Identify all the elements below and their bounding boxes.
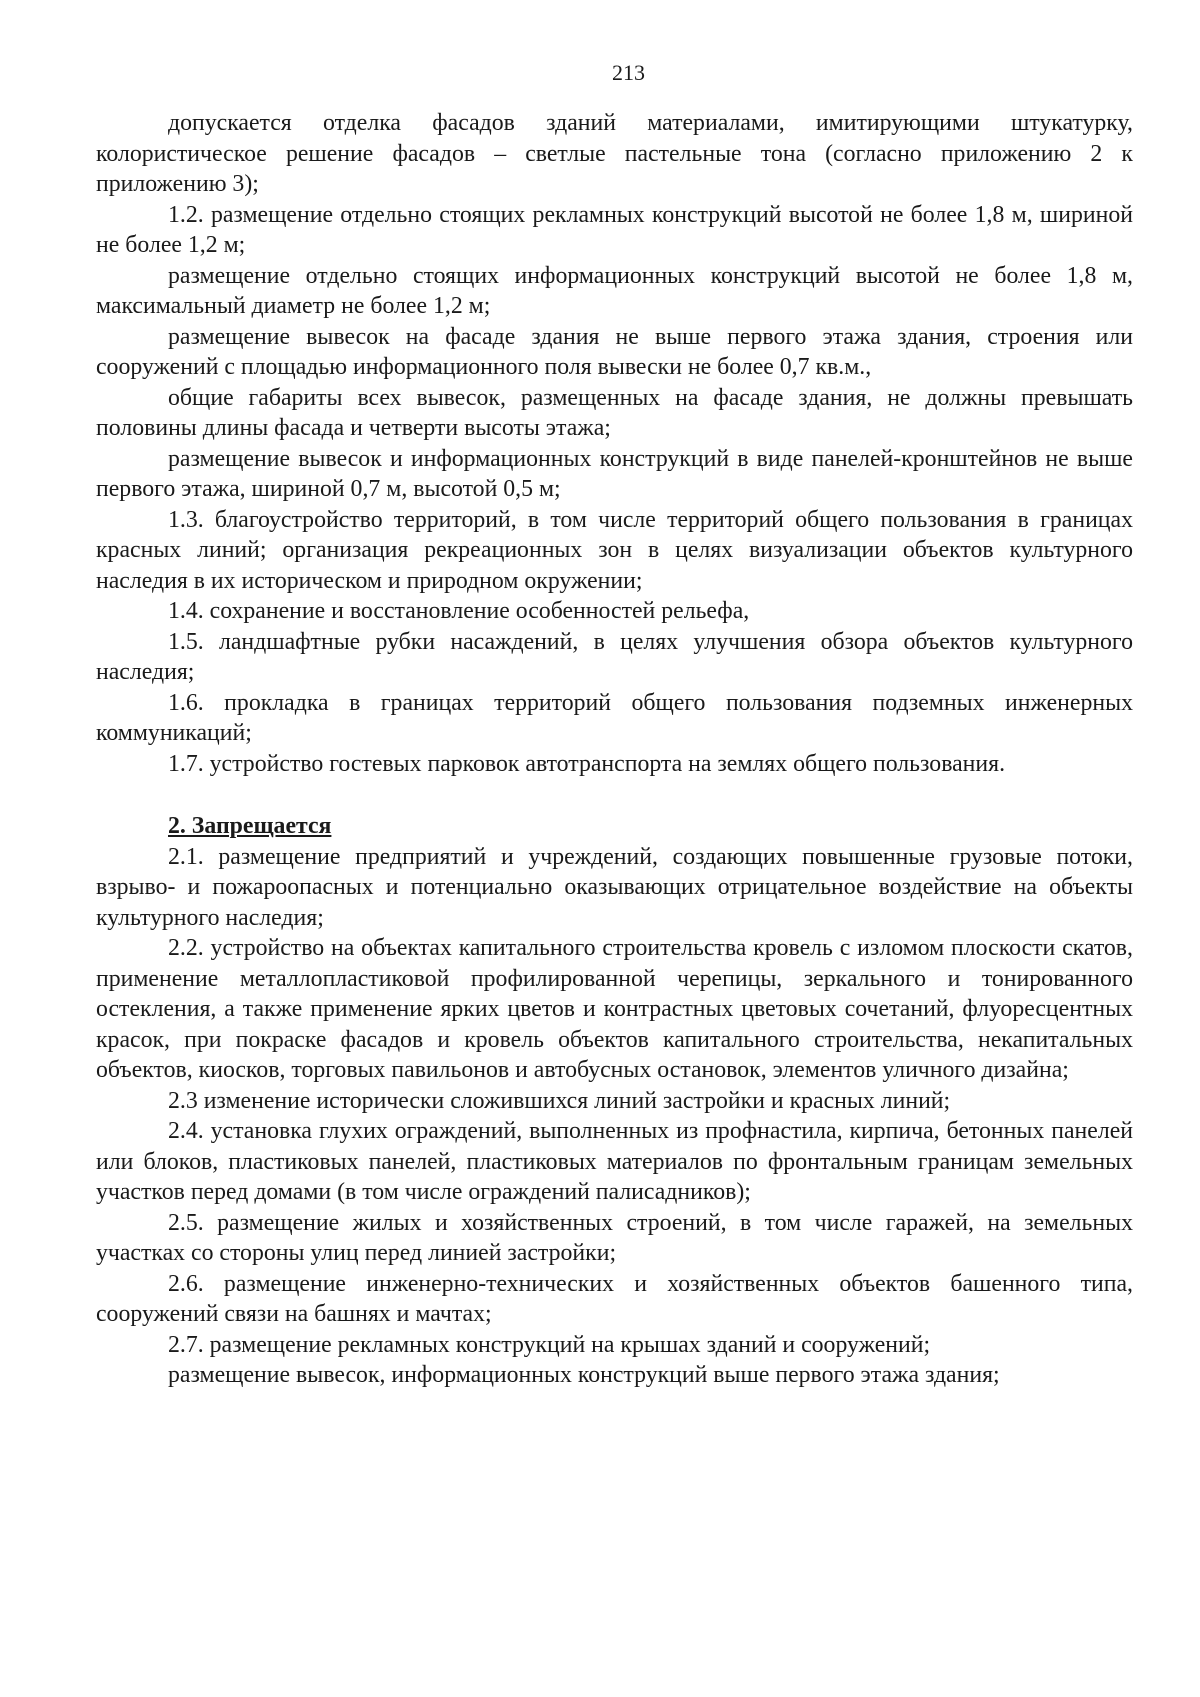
paragraph: 1.7. устройство гостевых парковок автотранспорта на землях общего пользования. — [168, 750, 1006, 777]
section-heading: 2. Запрещается — [168, 813, 332, 839]
section-spacer — [96, 779, 1133, 811]
section-2 — [96, 811, 1133, 1391]
paragraph: общие габариты всех вывесок, размещенных на фасаде здания, не должны превышать половины длины фасада и четверти высоты этажа; — [96, 384, 1133, 441]
paragraph: допускается отделка фасадов зданий материалами, имитирующими штукатурку, колористическое решение фасадов – светлые пастельные тона (согласно приложению 2 к приложению 3); — [96, 110, 1133, 197]
paragraph: 2.1. размещение предприятий и учреждений, создающих повышенные грузовые потоки, взрыво- и пожароопасных и потенциально оказывающих отрицательное воздействие на объекты культурного наследия; — [96, 843, 1133, 931]
page-number: 213 — [612, 60, 645, 85]
paragraph: 1.4. сохранение и восстановление особенностей рельефа, — [168, 598, 750, 624]
paragraph: 1.3. благоустройство территорий, в том числе территорий общего пользования в границах красных линий; организация рекреационных зон в целях визуализации объектов культурного наследия в их историческом и природном окружении; — [96, 506, 1133, 594]
paragraph: размещение вывесок на фасаде здания не выше первого этажа здания, строения или сооружений с площадью информационного поля вывески не более 0,7 кв.м., — [96, 323, 1133, 380]
paragraph: размещение вывесок, информационных конструкций выше первого этажа здания; — [168, 1362, 1000, 1388]
section-1 — [96, 108, 1133, 779]
paragraph: 2.2. устройство на объектах капитального строительства кровель с изломом плоскости скатов, применение металлопластиковой профилированной черепицы, зеркального и тонированного остекления, а также применение ярких цветов и контрастных цветовых сочетаний, флуоресцентных красок, при покраске фасадов и кровель объектов капитального строительства, некапитальных объектов, киосков, торговых павильонов и автобусных остановок, элементов уличного дизайна; — [96, 935, 1133, 1083]
paragraph: 2.5. размещение жилых и хозяйственных строений, в том числе гаражей, на земельных участках со стороны улиц перед линией застройки; — [96, 1209, 1133, 1266]
paragraph: размещение отдельно стоящих информационных конструкций высотой не более 1,8 м, максимальный диаметр не более 1,2 м; — [96, 262, 1133, 319]
paragraph: 2.4. установка глухих ограждений, выполненных из профнастила, кирпича, бетонных панелей или блоков, пластиковых панелей, пластиковых материалов по фронтальным границам земельных участков перед домами (в том числе ограждений палисадников); — [96, 1118, 1133, 1205]
paragraph: 1.2. размещение отдельно стоящих рекламных конструкций высотой не более 1,8 м, шириной не более 1,2 м; — [96, 201, 1133, 258]
paragraph: 1.6. прокладка в границах территорий общего пользования подземных инженерных коммуникаций; — [96, 689, 1133, 746]
document-page — [96, 60, 1133, 1391]
paragraph: размещение вывесок и информационных конструкций в виде панелей-кронштейнов не выше первого этажа, шириной 0,7 м, высотой 0,5 м; — [96, 445, 1133, 502]
paragraph: 2.6. размещение инженерно-технических и хозяйственных объектов башенного типа, сооружений связи на башнях и мачтах; — [96, 1270, 1133, 1327]
paragraph: 2.3 изменение исторически сложившихся линий застройки и красных линий; — [168, 1087, 951, 1114]
paragraph: 1.5. ландшафтные рубки насаждений, в целях улучшения обзора объектов культурного наследия; — [96, 628, 1133, 685]
paragraph: 2.7. размещение рекламных конструкций на крышах зданий и сооружений; — [168, 1331, 931, 1358]
